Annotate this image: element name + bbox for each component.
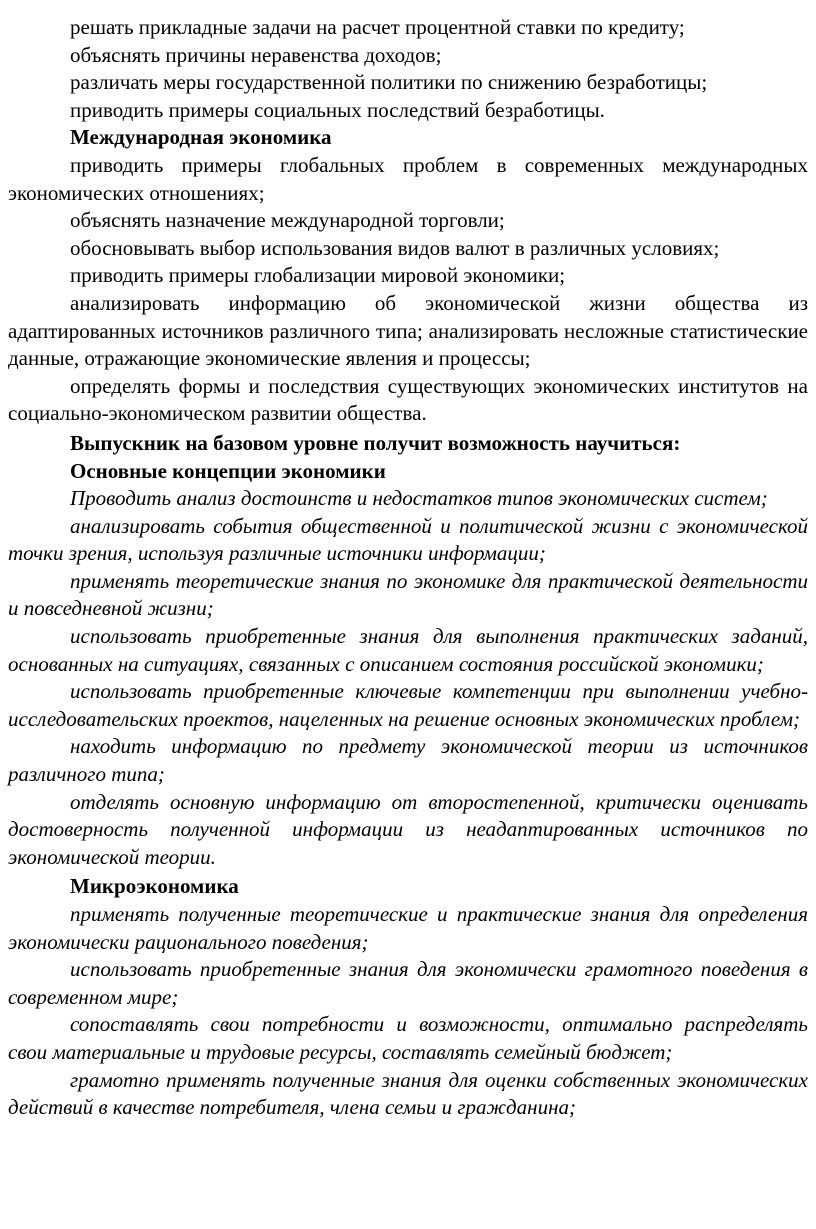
section-heading-microeconomics: Микроэкономика (70, 874, 239, 899)
paragraph-20: сопоставлять свои потребности и возможности, оптимально распределять свои материальные и трудовые ресурсы, составлять семейный бюджет; (8, 1012, 808, 1064)
paragraph-7: обосновывать выбор использования видов валют в различных условиях; (70, 235, 720, 260)
paragraph-11: Проводить анализ достоинств и недостатков типов экономических систем; (70, 486, 768, 511)
paragraph-12: анализировать события общественной и политической жизни с экономической точки зрения, используя различные источники информации; (8, 513, 808, 566)
section-heading-international-economy: Международная экономика (70, 125, 332, 150)
paragraph-21: грамотно применять полученные знания для оценки собственных экономических действий в качестве потребителя, члена семьи и гражданина; (8, 1067, 808, 1120)
paragraph-14: использовать приобретенные знания для выполнения практических заданий, основанных на ситуациях, связанных с описанием состояния российской экономики; (8, 624, 808, 676)
paragraph-18: применять полученные теоретические и практические знания для определения экономически рационального поведения; (8, 902, 808, 954)
paragraph-9: анализировать информацию об экономической жизни общества из адаптированных источников различного типа; анализировать несложные статистические данные, отражающие экономические явления и процессы; (8, 290, 808, 371)
paragraph-3: различать меры государственной политики по снижению безработицы; (70, 70, 708, 95)
paragraph-17: отделять основную информацию от второстепенной, критически оценивать достоверность полученной информации из неадаптированных источников по экономической теории. (8, 789, 808, 869)
paragraph-6: объяснять назначение международной торговли; (70, 208, 505, 233)
paragraph-16: находить информацию по предмету экономической теории из источников различного типа; (8, 734, 808, 787)
paragraph-4: приводить примеры социальных последствий безработицы. (70, 97, 605, 122)
paragraph-2: объяснять причины неравенства доходов; (70, 42, 442, 67)
paragraph-1: решать прикладные задачи на расчет процентной ставки по кредиту; (70, 15, 685, 39)
paragraph-5: приводить примеры глобальных проблем в современных международных экономических отношениях; (8, 152, 808, 205)
paragraph-10: определять формы и последствия существующих экономических институтов на социально-экономическом развитии общества. (8, 373, 808, 426)
paragraph-13: применять теоретические знания по экономике для практической деятельности и повседневной жизни; (8, 568, 808, 621)
section-heading-basic-concepts: Основные концепции экономики (70, 458, 386, 483)
paragraph-15: использовать приобретенные ключевые компетенции при выполнении учебно-исследовательских проектов, нацеленных на решение основных экономических проблем; (8, 679, 808, 731)
paragraph-8: приводить примеры глобализации мировой экономики; (70, 263, 566, 288)
section-heading-graduate-opportunity: Выпускник на базовом уровне получит возможность научиться: (70, 430, 681, 455)
paragraph-19: использовать приобретенные знания для экономически грамотного поведения в современном мире; (8, 957, 808, 1009)
